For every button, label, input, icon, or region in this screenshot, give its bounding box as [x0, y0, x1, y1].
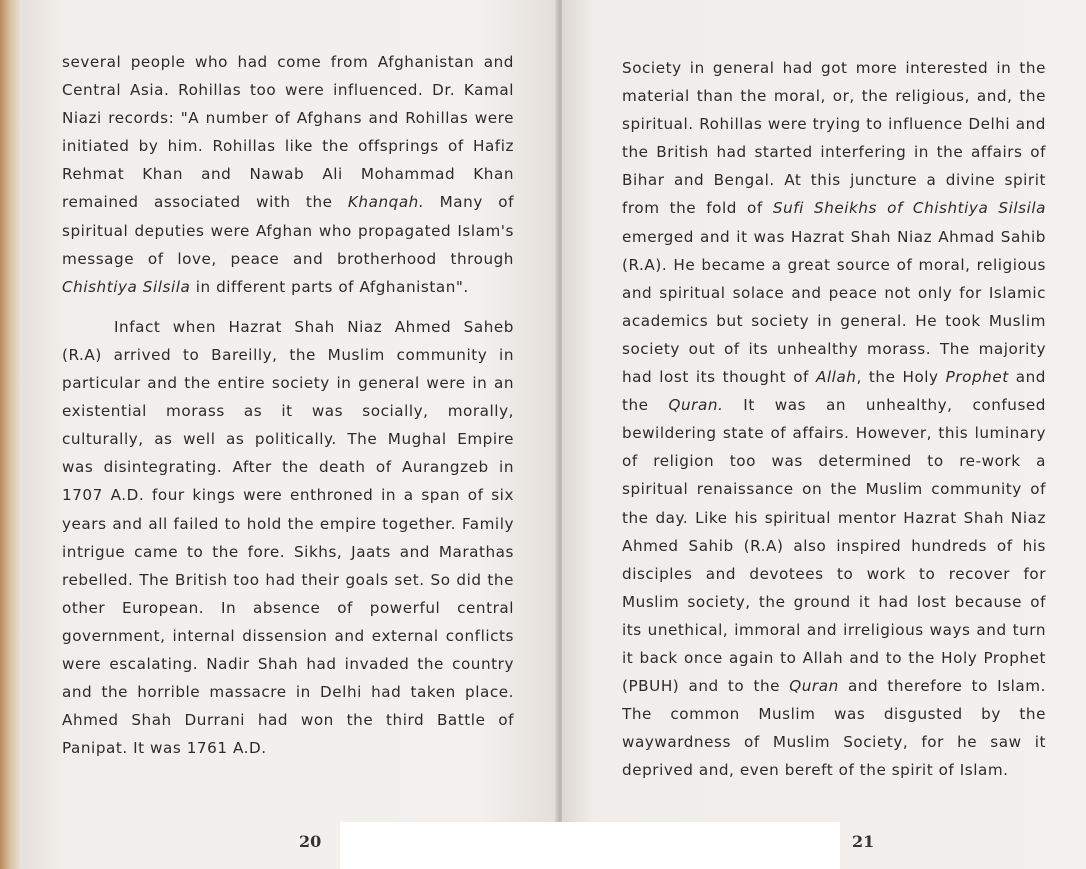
left-page	[22, 0, 562, 869]
right-page	[562, 0, 1086, 869]
italic-prophet: Prophet	[945, 368, 1009, 387]
italic-sufi-sheikhs: Sufi Sheikhs of Chishtiya Silsila	[772, 199, 1046, 218]
left-page-text	[62, 48, 514, 762]
italic-quran-2: Quran	[789, 677, 839, 696]
italic-allah: Allah	[815, 368, 857, 387]
italic-chishtiya-silsila: Chishtiya Silsila	[62, 277, 191, 296]
left-paragraph-2: Infact when Hazrat Shah Niaz Ahmed Saheb (R.A) arrived to Bareilly, the Muslim community in particular and the entire society in general were in an existential morass as it was socially, morally, culturally, as well as politically. The Mughal Empire was disintegrating. After the death of Aurangzeb in 1707 A.D. four kings were enthroned in a span of six years and all failed to hold the empire together. Family intrigue came to the fore. Sikhs, Jaats and Marathas rebelled. The British too had their goals set. So did the other European. In absence of powerful central government, internal dissension and external conflicts were escalating. Nadir Shah had invaded the country and the horrible massacre in Delhi had taken place. Ahmed Shah Durrani had won the third Battle of Panipat. It was 1761 A.D.	[62, 317, 514, 758]
scan-blank-band	[340, 822, 840, 869]
left-page-number: 20	[299, 832, 322, 851]
right-page-text	[622, 54, 1046, 784]
italic-quran-1: Quran.	[668, 396, 724, 415]
right-page-number: 21	[852, 832, 875, 851]
right-paragraph-1: Society in general had got more interested in the material than the moral, or, the religious, and, the spiritual. Rohillas were trying to influence Delhi and the British had started interfering in the affairs of Bihar and Bengal. At this juncture a divine spirit from the fold of Sufi Sheikhs of Chishtiya Silsila emerged and it was Hazrat Shah Niaz Ahmad Sahib (R.A). He became a great source of moral, religious and spiritual solace and peace not only for Islamic academics but society in general. He took Muslim society out of its unhealthy morass. The majority had lost its thought of Allah, the Holy Prophet and the Quran. It was an unhealthy, confused bewildering state of affairs. However, this luminary of religion too was determined to re-work a spiritual renaissance on the Muslim community of the day. Like his spiritual mentor Hazrat Shah Niaz Ahmed Sahib (R.A) also inspired hundreds of his disciples and devotees to work to recover for Muslim society, the ground it had lost because of its unethical, immoral and irreligious ways and turn it back once again to Allah and to the Holy Prophet (PBUH) and to the Quran and therefore to Islam. The common Muslim was disgusted by the waywardness of Muslim Society, for he saw it deprived and, even bereft of the spirit of Islam.	[622, 59, 1046, 780]
book-spine-edge	[0, 0, 22, 869]
left-paragraph-1: several people who had come from Afghanistan and Central Asia. Rohillas too were influenced. Dr. Kamal Niazi records: "A number of Afghans and Rohillas were initiated by him. Rohillas like the offsprings of Hafiz Rehmat Khan and Nawab Ali Mohammad Khan remained associated with the Khanqah. Many of spiritual deputies were Afghan who propagated Islam's message of love, peace and brotherhood through Chishtiya Silsila in different parts of Afghanistan".	[62, 53, 514, 296]
italic-khanqah: Khanqah.	[347, 193, 425, 212]
